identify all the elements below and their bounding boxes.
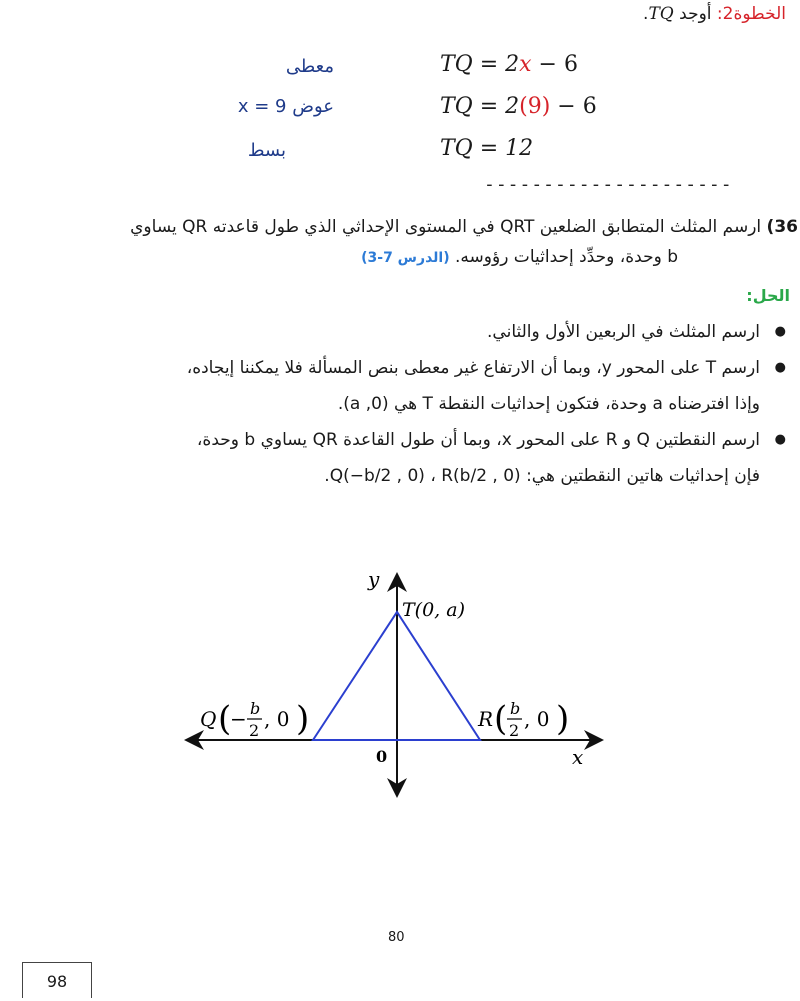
calc-eq-prefix: TQ = 2	[440, 52, 520, 77]
q-letter: Q	[200, 707, 217, 731]
y-axis-label: y	[368, 567, 380, 591]
solution-step-text: فإن إحداثيات هاتين النقطتين هي: Q(−b/2 , 0) ، R(b/2 , 0).	[324, 466, 760, 486]
problem-number: 36)	[766, 217, 798, 237]
calc-eq-suffix: − 6	[531, 52, 578, 77]
solution-step-text: وإذا افترضناه a وحدة، فتكون إحداثيات النقطة T هي (0, a).	[337, 394, 760, 414]
calc-eq-var: (9)	[519, 94, 551, 119]
step-text: أوجد	[679, 4, 712, 24]
calc-note-3: بسط	[247, 140, 286, 161]
lesson-reference: (الدرس 7-3)	[361, 250, 450, 266]
calc-row-3	[440, 136, 533, 161]
calc-note-2: عوض x = 9	[237, 96, 334, 117]
solution-label: الحل:	[746, 286, 790, 305]
solution-step: ● ارسم T على المحور y، وبما أن الارتفاع غير معطى بنص المسألة فلا يمكننا إيجاده،	[10, 350, 790, 386]
problem-statement	[2, 212, 798, 273]
problem-text-2: b وحدة، وحدِّد إحداثيات رؤوسه.	[455, 247, 678, 267]
coordinate-figure	[180, 564, 610, 804]
page-number: 80	[388, 930, 405, 945]
problem-text-1: ارسم المثلث المتطابق الضلعين QRT في المستوى الإحداثي الذي طول قاعدته QR يساوي	[130, 217, 762, 237]
origin-label: 0	[376, 747, 388, 766]
calc-row-2	[440, 94, 597, 119]
solution-step: ● ارسم المثلث في الربعين الأول والثاني.	[10, 314, 790, 350]
calc-row-1	[440, 52, 578, 77]
vertex-r-label	[477, 699, 569, 740]
vertex-t-label: T(0, a)	[402, 599, 465, 621]
r-paren-open: (	[494, 699, 508, 739]
step-heading	[643, 4, 786, 24]
q-coord-tail: , 0	[264, 707, 290, 731]
solution-step-continuation	[10, 386, 790, 422]
book-page-number: 98	[22, 962, 92, 998]
x-axis-label: x	[572, 745, 584, 769]
calc-note-1: معطى	[285, 56, 334, 77]
vertex-q-label	[200, 699, 309, 740]
r-letter: R	[478, 707, 494, 731]
solution-step: ● ارسم النقطتين Q و R على المحور x، وبما أن طول القاعدة QR يساوي b وحدة،	[10, 422, 790, 458]
calc-eq-var: x	[519, 52, 532, 77]
calc-eq-suffix: − 6	[550, 94, 597, 119]
problem-line-2	[2, 242, 798, 273]
q-paren-open: (	[218, 699, 232, 739]
calc-eq-prefix: TQ = 12	[440, 136, 534, 161]
calc-eq-prefix: TQ = 2	[440, 94, 520, 119]
q-frac-den: 2	[249, 721, 260, 740]
solution-step-continuation	[10, 458, 790, 494]
r-frac-num: b	[510, 699, 521, 718]
problem-line-1	[2, 212, 798, 242]
divider: ---------------------	[484, 174, 733, 195]
r-frac-den: 2	[509, 721, 520, 740]
q-frac-num: b	[250, 699, 261, 718]
r-coord-tail: , 0	[524, 707, 550, 731]
step-end: .	[643, 4, 649, 24]
q-paren-close: )	[296, 699, 310, 739]
step-label: الخطوة2:	[716, 4, 786, 24]
step-target: TQ	[648, 4, 674, 24]
q-minus: −	[230, 707, 247, 731]
solution-steps	[10, 314, 790, 494]
r-paren-close: )	[556, 699, 570, 739]
